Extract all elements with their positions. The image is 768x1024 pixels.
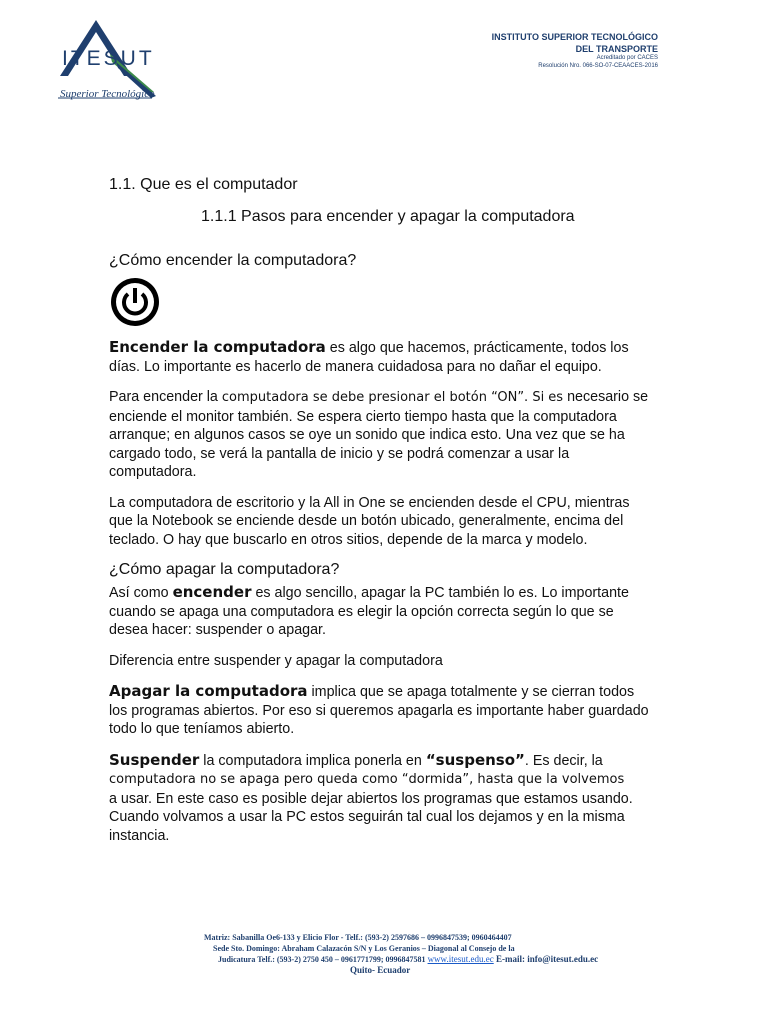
paragraph-on <box>109 388 654 482</box>
paragraph-difference: Diferencia entre suspender y apagar la computadora <box>109 652 443 669</box>
logo-name: ITESUT <box>62 47 155 70</box>
website-link[interactable]: www.itesut.edu.ec <box>427 954 494 964</box>
footer-phone: Judicatura Telf.: (593-2) 2750 450 – 0961771799; 0996847581 <box>218 955 428 964</box>
footer-city: Quito- Ecuador <box>350 965 411 975</box>
encender-heading: ¿Cómo encender la computadora? <box>109 252 357 269</box>
paragraph-text: implica que se apaga totalmente y se cierran todos los programas abiertos. Por eso si queremos apagarla es importante haber guardado todo lo que teníamos abierto. <box>109 684 649 737</box>
apagar-heading: ¿Cómo apagar la computadora? <box>109 561 340 578</box>
paragraph-text: a usar. En este caso es posible dejar abiertos los programas que estamos usando. Cuando volvamos a usar la PC estos seguirán tal cual los dejamos y en la misma instancia. <box>109 790 633 844</box>
paragraph-apagar <box>109 583 654 640</box>
paragraph-text: se debe presionar el botón “ON”. Si es <box>308 390 564 405</box>
paragraph-text: computadora no se apaga pero queda como “dormida”, hasta que la volvemos <box>109 772 625 787</box>
institution-header <box>492 32 658 71</box>
accreditation: Acreditado por CACES <box>596 55 658 62</box>
bold-term: Apagar la computadora <box>109 682 308 700</box>
bold-term: encender <box>172 583 252 601</box>
paragraph-shutdown <box>109 682 654 739</box>
institution-subname: DEL TRANSPORTE <box>575 43 658 54</box>
paragraph-text: la computadora implica ponerla en <box>199 752 426 769</box>
institution-name: INSTITUTO SUPERIOR TECNOLÓGICO <box>491 32 658 42</box>
power-icon <box>109 276 161 328</box>
subsection-heading: 1.1.1 Pasos para encender y apagar la computadora <box>201 208 575 225</box>
bold-term: Suspender <box>109 750 200 769</box>
footer-judicatura <box>200 954 670 965</box>
footer-email: E-mail: info@itesut.edu.ec <box>493 954 599 964</box>
paragraph-encender <box>109 338 654 376</box>
bold-term: “suspenso” <box>425 750 525 769</box>
paragraph-suspend <box>109 751 654 846</box>
bold-term: Encender la computadora <box>109 338 326 356</box>
section-heading: 1.1. Que es el computador <box>109 176 298 193</box>
resolution: Resolución Nro. 066-SO-07-CEAACES-2016 <box>538 63 658 70</box>
paragraph-types: La computadora de escritorio y la All in One se encienden desde el CPU, mientras que la Notebook se enciende desde un botón ubicado, generalmente, encima del teclado. O hay que buscarlo en otros sitios, depende de la marca y modelo. <box>109 494 630 548</box>
paragraph-text: necesario se enciende el monitor también. Se espera cierto tiempo hasta que la computadora arranque; en algunos casos se oye un sonido que indica esto. Una vez que se ha cargado todo, se verá la pantalla de inicio y se podrá comenzar a usar la computadora. <box>109 389 649 480</box>
footer-address: Matriz: Sabanilla Oe6-133 y Elicio Flor - Telf.: (593-2) 2597686 – 0996847539; 0960464407 <box>204 933 512 942</box>
paragraph-text: es algo que hacemos, prácticamente, todos los días. Lo importante es hacerlo de manera cuidadosa para no dañar el equipo. <box>109 340 629 375</box>
paragraph-text: es algo sencillo, apagar la PC también lo es. Lo importante cuando se apaga una computadora es elegir la opción correcta según lo que se desea hacer: suspender o apagar. <box>109 585 629 638</box>
paragraph-text: Para encender la <box>109 389 222 405</box>
paragraph-text: computadora <box>221 390 309 405</box>
document-body <box>109 176 654 857</box>
paragraph-text: Así como <box>109 585 173 601</box>
paragraph-text: . Es decir, la <box>524 752 603 769</box>
logo-tagline: Superior Tecnológico <box>60 88 155 100</box>
footer <box>200 932 670 976</box>
footer-sede: Sede Sto. Domingo: Abraham Calazacón S/N y Los Geranios – Diagonal al Consejo de la <box>213 944 515 953</box>
